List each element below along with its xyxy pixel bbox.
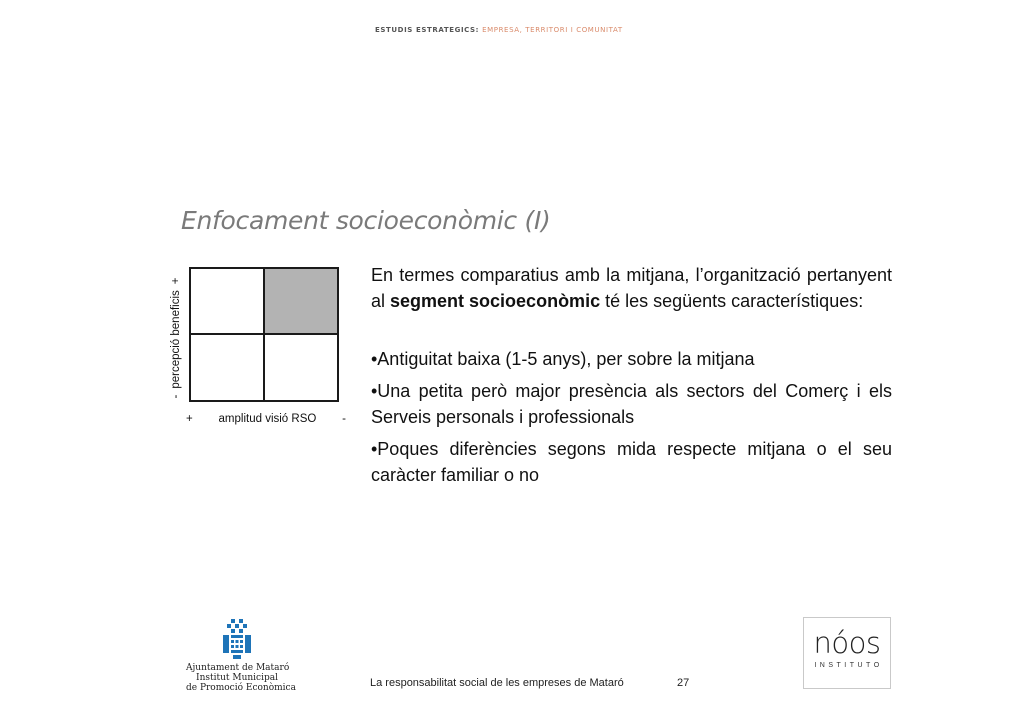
quadrant-top-right-highlighted (265, 269, 337, 335)
intro-text-start: En termes comparatius amb la mitjana, l’organització pertanyent al (371, 265, 892, 311)
logo-line-3: de Promoció Econòmica (186, 683, 296, 693)
x-axis-text: amplitud visió RSO (218, 413, 317, 425)
noos-brand: nóos (813, 626, 881, 660)
quadrant-grid (189, 267, 339, 402)
noos-subtitle: INSTITUTO (814, 662, 883, 669)
footer-title: La responsabilitat social de les empreses de Mataró (370, 677, 624, 689)
x-axis-plus: + (186, 413, 193, 425)
page-number: 27 (677, 677, 690, 689)
y-axis-text: percepció beneficis (170, 290, 182, 389)
logo-line-1: Ajuntament de Mataró (186, 663, 290, 673)
quadrant-bottom-left (191, 335, 265, 400)
header-subtitle: EMPRESA, TERRITORI I COMUNITAT (482, 26, 623, 34)
bullet-item: •Una petita però major presència als sectors del Comerç i els Serveis personals i professionals (371, 381, 892, 427)
y-axis-minus: - (170, 394, 182, 399)
y-axis-plus: + (170, 277, 182, 285)
slide-title: Enfocament socioeconòmic (I) (181, 206, 551, 235)
bullet-item: •Antiguitat baixa (1-5 anys), per sobre la mitjana (371, 349, 755, 369)
x-axis-label (186, 413, 346, 425)
body-text (371, 262, 892, 494)
bullet-item: •Poques diferències segons mida respecte mitjana o el seu caràcter familiar o no (371, 439, 892, 485)
intro-text-end: té les següents característiques: (600, 291, 864, 311)
logo-line-2: Institut Municipal (196, 673, 278, 683)
intro-paragraph (371, 262, 892, 314)
noos-logo (803, 617, 891, 689)
ajuntament-emblem-icon (219, 619, 255, 659)
intro-bold-segment: segment socioeconòmic (390, 291, 601, 311)
x-axis-minus: - (342, 413, 346, 425)
quadrant-top-left (191, 269, 265, 335)
document-header (375, 26, 623, 34)
header-series: ESTUDIS ESTRATEGICS: (375, 26, 480, 34)
ajuntament-logo (186, 619, 296, 693)
quadrant-bottom-right (265, 335, 337, 400)
